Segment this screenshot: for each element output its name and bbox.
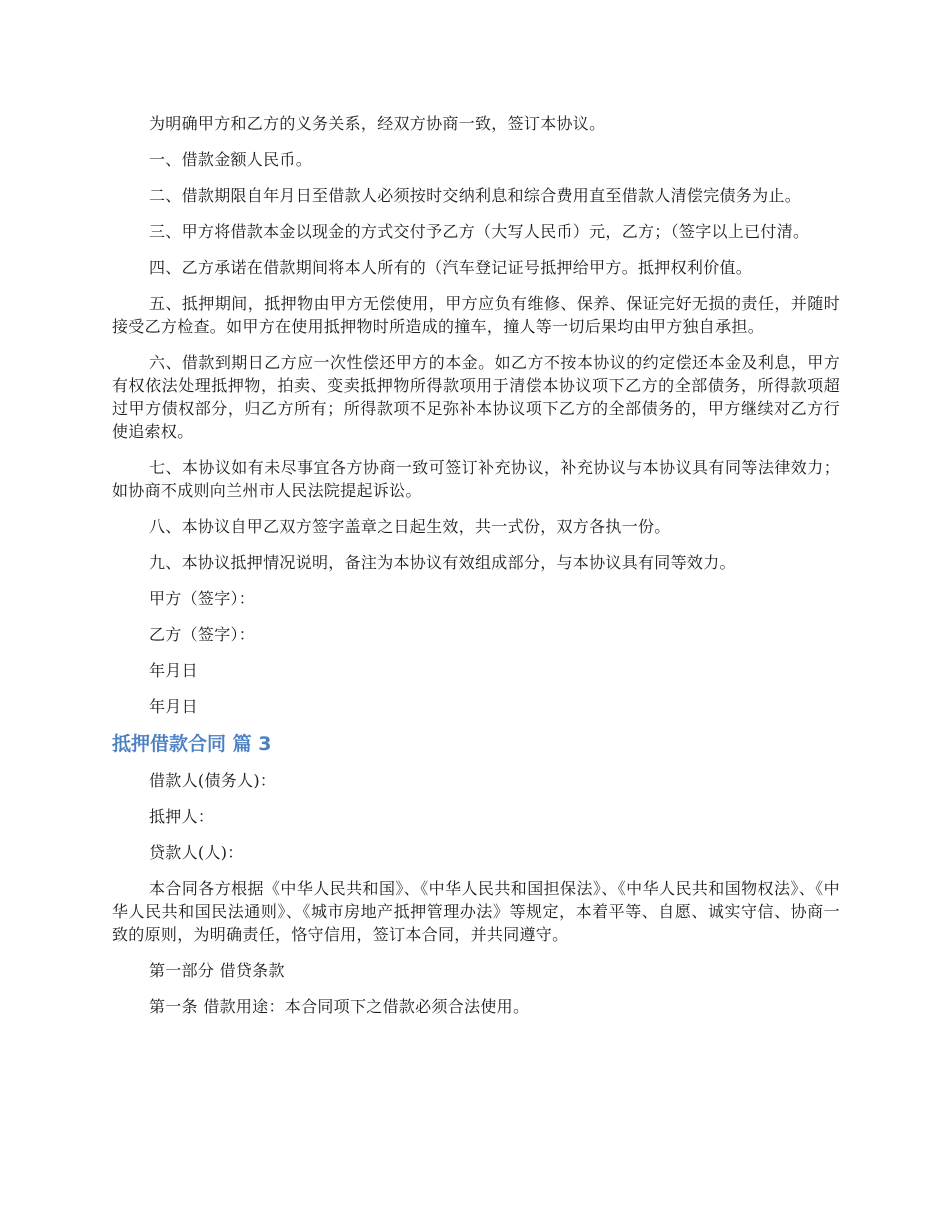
part-heading: 第一部分 借贷条款: [149, 961, 285, 980]
contract-preamble: 本合同各方根据《中华人民共和国》、《中华人民共和国担保法》、《中华人民共和国物权法》、《中华人民共和国民法通则》、《城市房地产抵押管理办法》等规定，本着平等、自愿、诚实守信、协商一致的原则，为明确责任，恪守信用，签订本合同，并共同遵守。: [112, 879, 840, 944]
clause-6: 六、借款到期日乙方应一次性偿还甲方的本金。如乙方不按本协议的约定偿还本金及利息，甲方有权依法处理抵押物，拍卖、变卖抵押物所得款项用于清偿本协议项下乙方的全部债务，所得款项超过甲方债权部分，归乙方所有；所得款项不足弥补本协议项下乙方的全部债务的，甲方继续对乙方行使追索权。: [112, 353, 840, 441]
clause-2: 二、借款期限自年月日至借款人必须按时交纳利息和综合费用直至借款人清偿完债务为止。: [149, 186, 802, 205]
date-line-2: 年月日: [149, 697, 198, 716]
party-a-signature: 甲方（签字）：: [149, 589, 256, 608]
clause-8: 八、本协议自甲乙双方签字盖章之日起生效，共一式份，双方各执一份。: [149, 517, 671, 536]
borrower-line: 借款人(债务人)：: [149, 771, 277, 790]
clause-9: 九、本协议抵押情况说明，备注为本协议有效组成部分，与本协议具有同等效力。: [149, 553, 736, 572]
date-line-1: 年月日: [149, 661, 198, 680]
document-page: [112, 112, 840, 1031]
clause-5: 五、抵押期间，抵押物由甲方无偿使用，甲方应负有维修、保养、保证完好无损的责任，并随时接受乙方检查。如甲方在使用抵押物时所造成的撞车，撞人等一切后果均由甲方独自承担。: [112, 294, 840, 336]
clause-4: 四、乙方承诺在借款期间将本人所有的（汽车登记证号抵押给甲方。抵押权利价值。: [149, 258, 753, 277]
clause-7: 七、本协议如有未尽事宜各方协商一致可签订补充协议，补充协议与本协议具有同等法律效力；如协商不成则向兰州市人民法院提起诉讼。: [112, 458, 840, 500]
lender-line: 贷款人(人)：: [149, 843, 244, 862]
section-heading: 抵押借款合同 篇 3: [112, 733, 272, 755]
clause-3: 三、甲方将借款本金以现金的方式交付予乙方（大写人民币）元，乙方；（签字以上已付清。: [149, 222, 810, 241]
mortgagor-line: 抵押人：: [149, 807, 215, 826]
clause-1: 一、借款金额人民币。: [149, 150, 313, 169]
party-b-signature: 乙方（签字）：: [149, 625, 256, 644]
paragraph-intro: 为明确甲方和乙方的义务关系，经双方协商一致，签订本协议。: [149, 114, 606, 133]
article-1: 第一条 借款用途：本合同项下之借款必须合法使用。: [149, 997, 530, 1016]
